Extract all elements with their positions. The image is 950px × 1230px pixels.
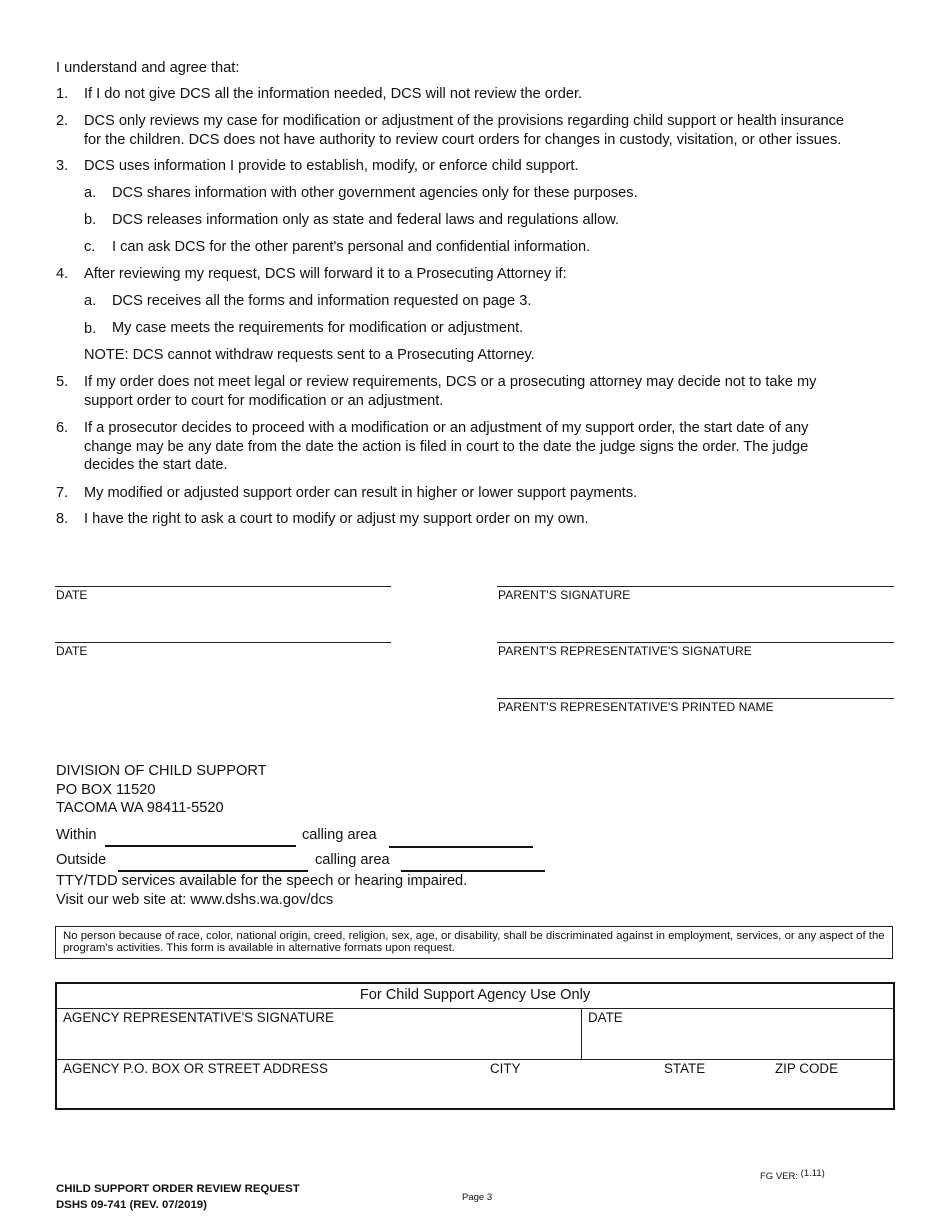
- item-number: 8.: [56, 511, 69, 527]
- item-number: 4.: [56, 266, 69, 282]
- parent-signature-line[interactable]: [497, 586, 894, 587]
- website-text: Visit our web site at: www.dshs.wa.gov/dcs: [56, 892, 334, 908]
- list-item: DCS only reviews my case for modification or adjustment of the provisions regarding child support or health insurance for the children. DCS does not have authority to review court orders for changes in custody, visitation, or other issues.: [84, 113, 845, 148]
- divider: [57, 1059, 893, 1060]
- representative-name-caption: PARENT'S REPRESENTATIVE'S PRINTED NAME: [498, 700, 774, 714]
- subitem-letter: b.: [84, 321, 97, 337]
- list-item: If my order does not meet legal or review requirements, DCS or a prosecuting attorney may decide not to take my support order to court for modification or an adjustment.: [84, 374, 817, 409]
- item-number: 2.: [56, 113, 69, 129]
- outside-phone-field[interactable]: [118, 851, 308, 872]
- representative-signature-line[interactable]: [497, 642, 894, 643]
- agency-date-label: DATE: [588, 1010, 623, 1025]
- outside-calling-area-field[interactable]: [401, 851, 545, 872]
- subitem-letter: c.: [84, 239, 96, 255]
- subitem-text: I can ask DCS for the other parent's personal and confidential information.: [112, 239, 591, 255]
- date-line-2[interactable]: [55, 642, 391, 643]
- representative-name-line[interactable]: [497, 698, 894, 699]
- page-number: Page 3: [462, 1192, 493, 1203]
- list-item: DCS uses information I provide to establish, modify, or enforce child support.: [84, 158, 579, 174]
- list-item: If a prosecutor decides to proceed with a modification or an adjustment of my support order, the start date of any change may be any date from the date the action is filed in court to the date the judge signs the order. The judge decides the start date.: [84, 420, 809, 473]
- form-number: DSHS 09-741 (REV. 07/2019): [56, 1199, 207, 1211]
- item-number: 6.: [56, 420, 69, 436]
- form-title: CHILD SUPPORT ORDER REVIEW REQUEST: [56, 1183, 300, 1195]
- subitem-text: DCS releases information only as state and federal laws and regulations allow.: [112, 212, 620, 228]
- agency-box-title: For Child Support Agency Use Only: [57, 984, 893, 1009]
- tty-text: TTY/TDD services available for the speech or hearing impaired.: [56, 873, 468, 889]
- agency-state-label: STATE: [664, 1061, 706, 1076]
- calling-area-label: calling area: [315, 852, 390, 868]
- agency-address-label: AGENCY P.O. BOX OR STREET ADDRESS: [63, 1061, 328, 1076]
- list-item: After reviewing my request, DCS will forward it to a Prosecuting Attorney if:: [84, 266, 567, 282]
- subitem-letter: a.: [84, 185, 97, 201]
- representative-signature-caption: PARENT'S REPRESENTATIVE'S SIGNATURE: [498, 644, 752, 658]
- nondiscrimination-notice: No person because of race, color, national origin, creed, religion, sex, age, or disability, shall be discriminated against in employment, services, or any aspect of the program's activities. This form is available in alternative formats upon request.: [55, 926, 893, 959]
- date-caption: DATE: [56, 588, 88, 602]
- subitem-text: DCS shares information with other government agencies only for these purposes.: [112, 185, 638, 201]
- note-text: NOTE: DCS cannot withdraw requests sent to a Prosecuting Attorney.: [84, 347, 535, 363]
- within-phone-field[interactable]: [105, 826, 296, 847]
- agency-address: DIVISION OF CHILD SUPPORT PO BOX 11520 TACOMA WA 98411-5520: [56, 763, 267, 816]
- date-line-1[interactable]: [55, 586, 391, 587]
- item-number: 7.: [56, 485, 69, 501]
- divider: [581, 1008, 582, 1060]
- agency-signature-label: AGENCY REPRESENTATIVE'S SIGNATURE: [63, 1010, 334, 1025]
- item-number: 1.: [56, 86, 69, 102]
- intro-text: I understand and agree that:: [56, 60, 240, 76]
- outside-label: Outside: [56, 852, 107, 868]
- subitem-letter: a.: [84, 293, 97, 309]
- list-item: I have the right to ask a court to modify or adjust my support order on my own.: [84, 511, 589, 527]
- parent-signature-caption: PARENT'S SIGNATURE: [498, 588, 631, 602]
- item-number: 5.: [56, 374, 69, 390]
- calling-area-label: calling area: [302, 827, 377, 843]
- subitem-text: My case meets the requirements for modification or adjustment.: [112, 320, 524, 336]
- list-item: My modified or adjusted support order can result in higher or lower support payments.: [84, 485, 638, 501]
- subitem-letter: b.: [84, 212, 97, 228]
- agency-city-label: CITY: [490, 1061, 521, 1076]
- within-label: Within: [56, 827, 97, 843]
- subitem-text: DCS receives all the forms and information requested on page 3.: [112, 293, 532, 309]
- within-calling-area-field[interactable]: [389, 827, 533, 848]
- fg-version: FG VER: (1.11): [760, 1168, 825, 1182]
- date-caption: DATE: [56, 644, 88, 658]
- agency-use-box: [55, 982, 895, 1110]
- agency-zip-label: ZIP CODE: [775, 1061, 838, 1076]
- list-item: If I do not give DCS all the information needed, DCS will not review the order.: [84, 86, 583, 102]
- item-number: 3.: [56, 158, 69, 174]
